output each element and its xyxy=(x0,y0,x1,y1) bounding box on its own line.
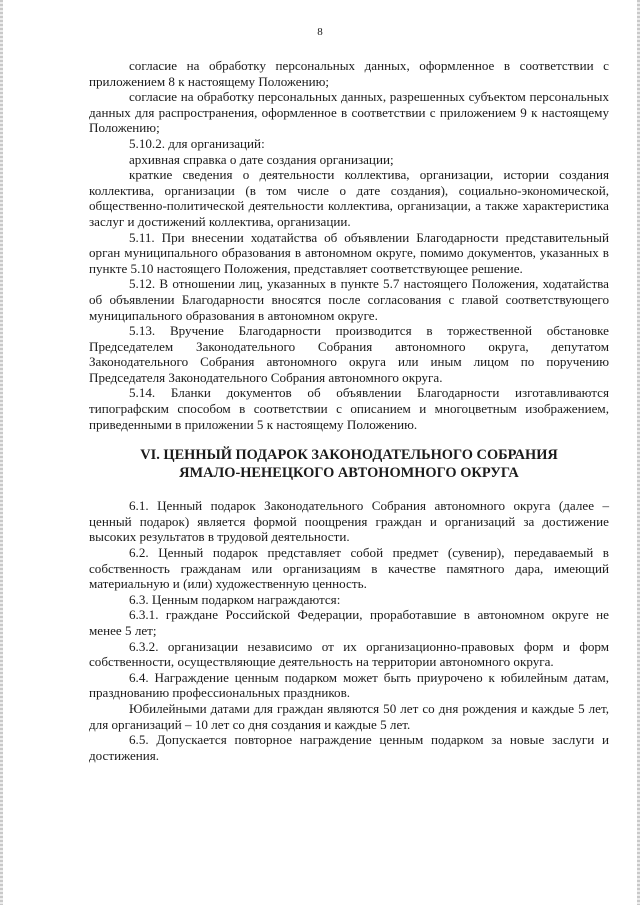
section-heading xyxy=(89,446,609,482)
paragraph: 5.12. В отношении лиц, указанных в пункте 5.7 настоящего Положения, ходатайства об объявлении Благодарности вносятся после согласования с главой соответствующего муниципального образования в автономном округе. xyxy=(89,276,609,323)
paragraph: краткие сведения о деятельности коллектива, организации, истории создания коллектива, организации (в том числе о дате создания), социально-экономической, общественно-политической деятельности коллектива, организации, а также характеристика заслуг и достижений коллектива, организации. xyxy=(89,167,609,229)
paragraph: архивная справка о дате создания организации; xyxy=(129,151,394,167)
section-heading-line: VI. ЦЕННЫЙ ПОДАРОК ЗАКОНОДАТЕЛЬНОГО СОБРАНИЯ xyxy=(140,447,558,464)
paragraph: согласие на обработку персональных данных, оформленное в соответствии с приложением 8 к настоящему Положению; xyxy=(89,58,609,89)
paragraph: Юбилейными датами для граждан являются 50 лет со дня рождения и каждые 5 лет, для организаций – 10 лет со дня создания и каждые 5 лет. xyxy=(89,700,609,732)
paragraph: 6.4. Награждение ценным подарком может быть приурочено к юбилейным датам, празднованию профессиональных праздников. xyxy=(89,669,609,701)
page-number: 8 xyxy=(317,26,323,38)
paragraph: 5.13. Вручение Благодарности производится в торжественной обстановке Председателем Законодательного Собрания автономного округа, депутатом Законодательного Собрания автономного округа или иным лицом по поручению Председателя Законодательного Собрания автономного округа. xyxy=(89,323,609,385)
paragraph: 6.5. Допускается повторное награждение ценным подарком за новые заслуги и достижения. xyxy=(89,732,609,763)
paragraph: согласие на обработку персональных данных, разрешенных субъектом персональных данных для распространения, оформленное в соответствии с приложением 9 к настоящему Положению; xyxy=(89,89,609,136)
section-heading-line: ЯМАЛО-НЕНЕЦКОГО АВТОНОМНОГО ОКРУГА xyxy=(179,465,519,482)
paragraph: 6.3.2. организации независимо от их организационно-правовых форм и форм собственности, осуществляющие деятельность на территории автономного округа. xyxy=(89,638,609,670)
paragraph: 6.3. Ценным подарком награждаются: xyxy=(129,591,341,607)
paragraph: 5.10.2. для организаций: xyxy=(129,135,265,151)
paragraph: 6.1. Ценный подарок Законодательного Собрания автономного округа (далее – ценный подарок) является формой поощрения граждан и организаций за достижение высоких результатов в трудовой деятельности. xyxy=(89,498,609,545)
paragraph: 5.14. Бланки документов об объявлении Благодарности изготавливаются типографским способом в соответствии с описанием и многоцветным изображением, приведенными в приложении 5 к настоящему Положению. xyxy=(89,385,609,432)
document-body xyxy=(89,58,609,763)
scan-edge-left xyxy=(0,0,3,905)
paragraph: 5.11. При внесении ходатайства об объявлении Благодарности представительный орган муниципального образования в автономном округе, помимо документов, указанных в пункте 5.10 настоящего Положения, представляет соответствующее решение. xyxy=(89,229,609,276)
paragraph: 6.2. Ценный подарок представляет собой предмет (сувенир), передаваемый в собственность гражданам или организациям в качестве памятного дара, имеющий материальную и (или) художественную ценность. xyxy=(89,545,609,592)
paragraph: 6.3.1. граждане Российской Федерации, проработавшие в автономном округе не менее 5 лет; xyxy=(89,607,609,638)
